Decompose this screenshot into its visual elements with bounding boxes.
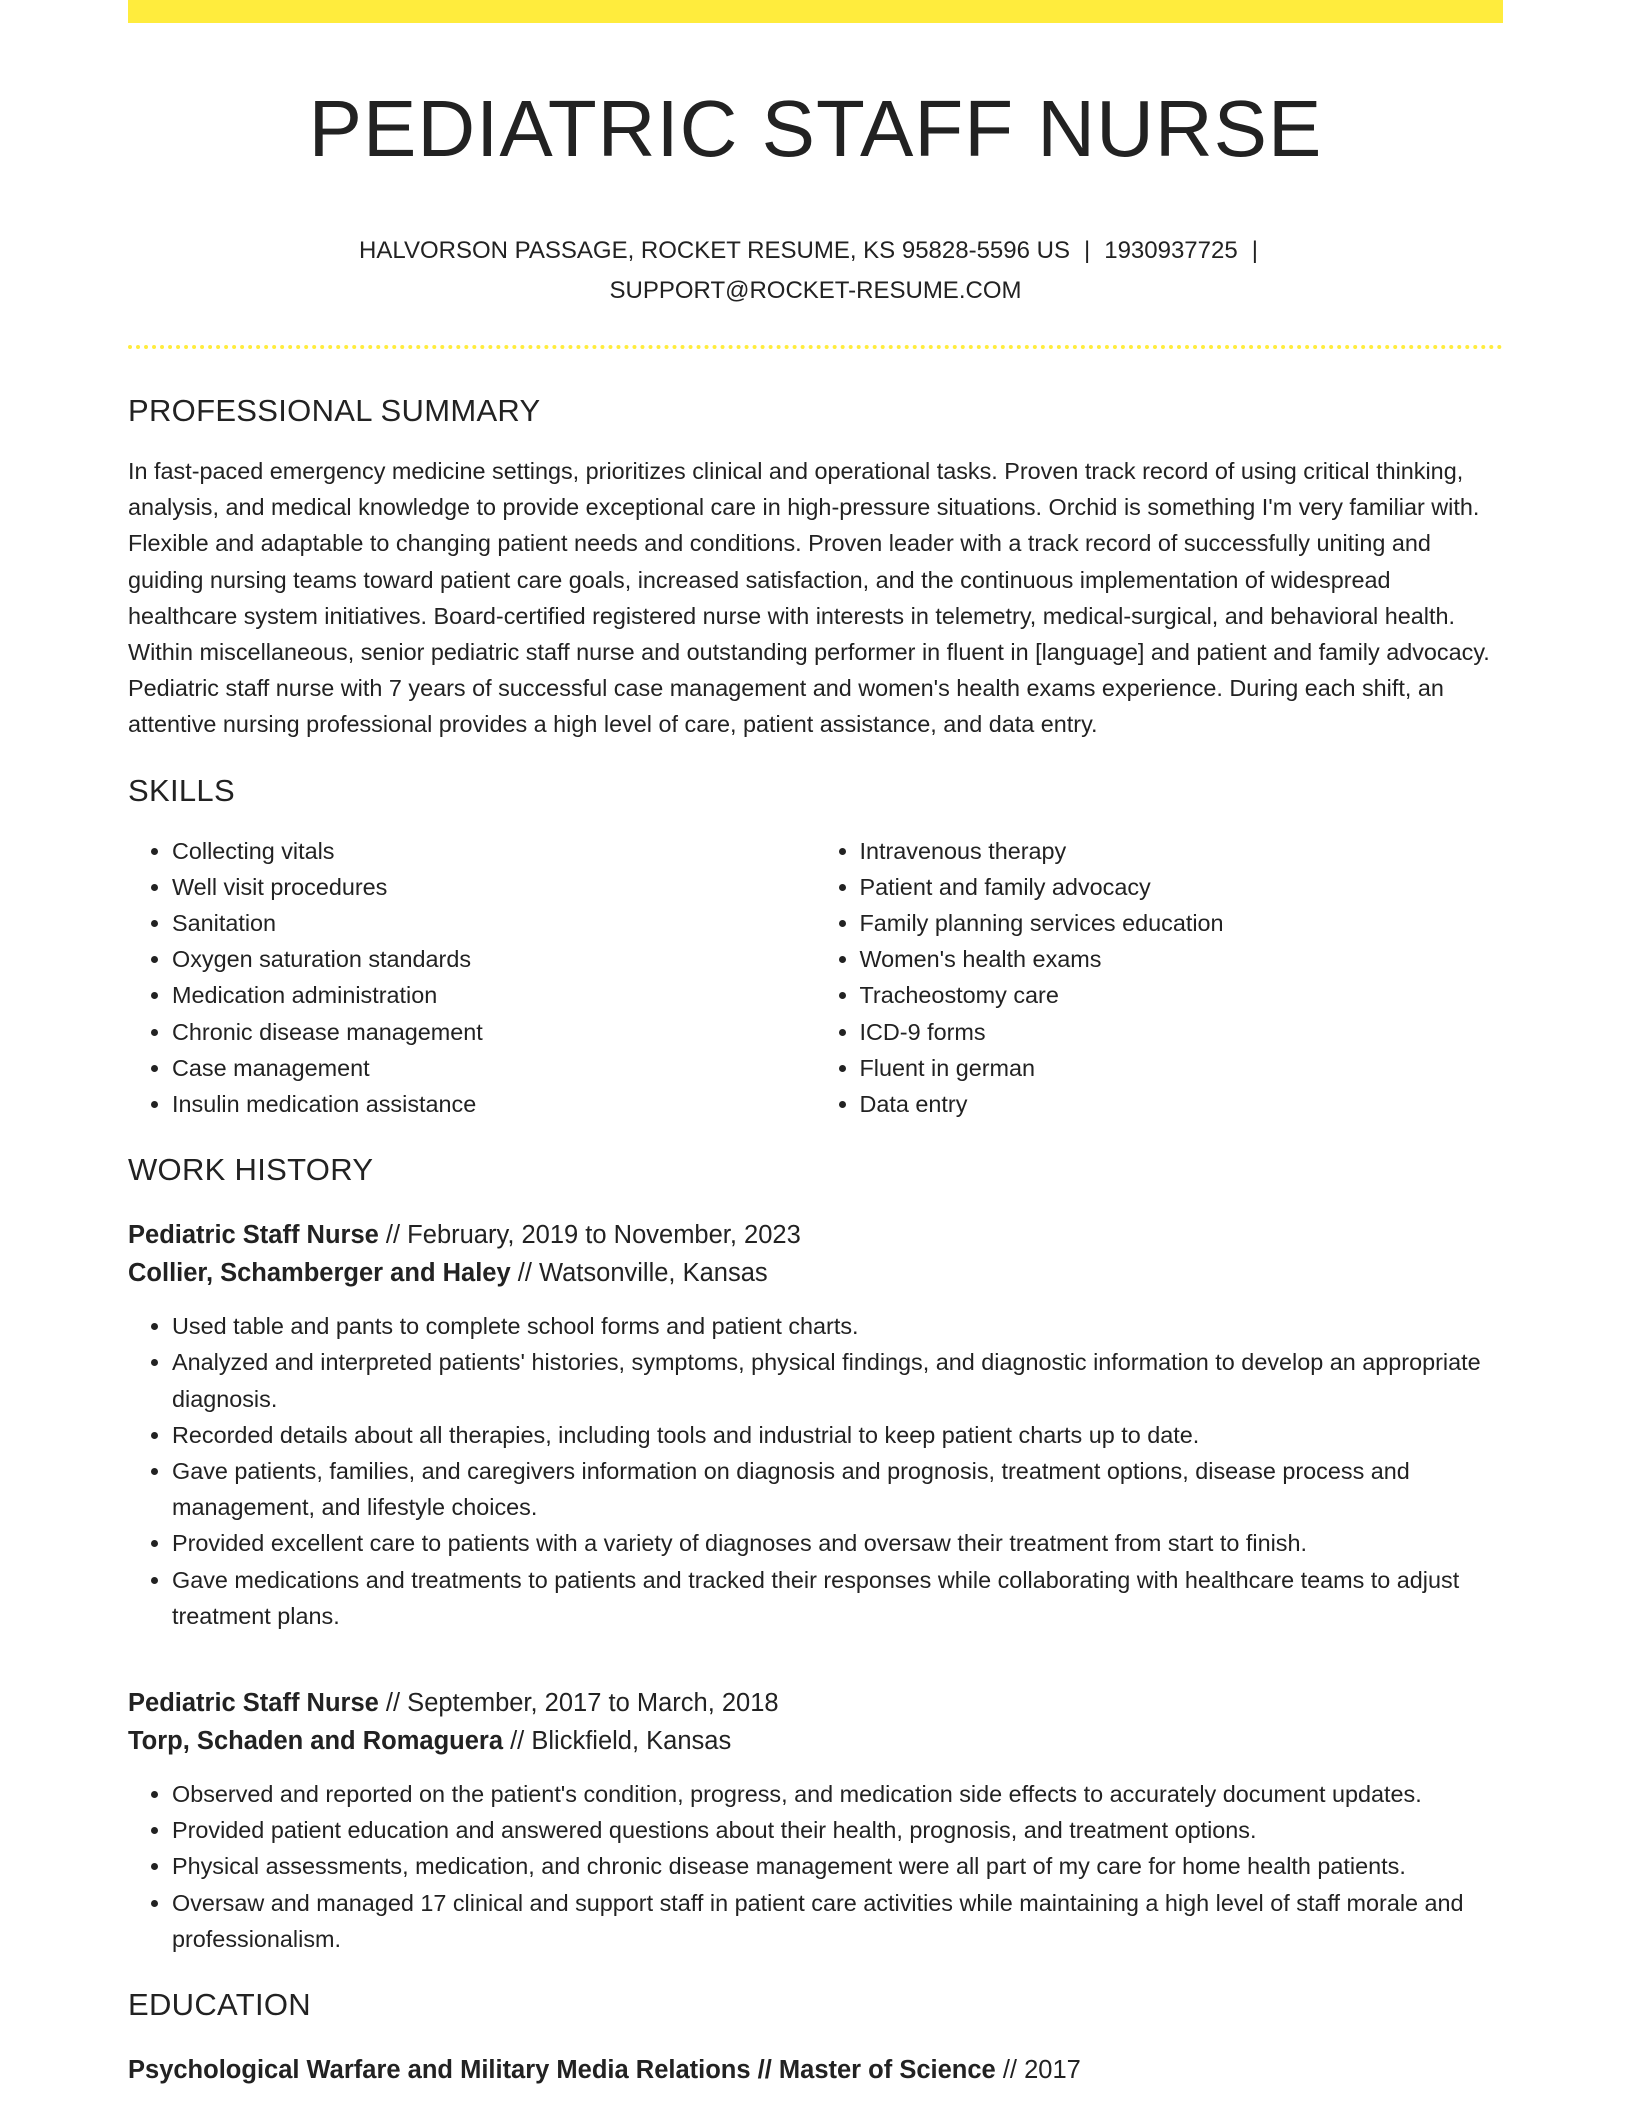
education-degree: Psychological Warfare and Military Media Relations // Master of Science xyxy=(128,2056,996,2085)
summary-heading: PROFESSIONAL SUMMARY xyxy=(128,393,541,428)
job-bullet: • Recorded details about all therapies, including tools and industrial to keep patient charts up to date. xyxy=(172,1417,1503,1453)
job-role: Pediatric Staff Nurse xyxy=(128,1221,379,1250)
resume-page xyxy=(128,0,1503,2089)
skill-item: • Fluent in german xyxy=(860,1050,1504,1086)
skill-item: • Patient and family advocacy xyxy=(860,869,1504,905)
skill-item: • Tracheostomy care xyxy=(860,977,1504,1013)
job-title-line xyxy=(128,1684,1503,1722)
skills-list xyxy=(128,833,1503,1123)
job-bullet: • Used table and pants to complete school forms and patient charts. xyxy=(172,1308,1503,1344)
job-bullet: • Observed and reported on the patient's condition, progress, and medication side effects to accurately document updates. xyxy=(172,1776,1503,1812)
job-bullet: • Analyzed and interpreted patients' histories, symptoms, physical findings, and diagnostic information to develop an appropriate diagnosis. xyxy=(172,1344,1503,1416)
contact-email: SUPPORT@ROCKET-RESUME.COM xyxy=(609,277,1022,304)
job-company-line xyxy=(128,1254,1503,1292)
work-history-heading: WORK HISTORY xyxy=(128,1152,374,1188)
skill-item: • Case management xyxy=(172,1050,816,1086)
job-bullets xyxy=(128,1776,1503,1957)
contact-info xyxy=(128,231,1503,311)
job-bullet: • Gave medications and treatments to patients and tracked their responses while collaborating with healthcare teams to adjust treatment plans. xyxy=(172,1562,1503,1634)
job-title-line xyxy=(128,1216,1503,1254)
skill-item: • Sanitation xyxy=(172,905,816,941)
skill-item: • Women's health exams xyxy=(860,941,1504,977)
skill-item: • Oxygen saturation standards xyxy=(172,941,816,977)
skills-heading: SKILLS xyxy=(128,772,235,808)
contact-separator: | xyxy=(1251,237,1258,264)
job-entry xyxy=(128,1216,1503,1634)
summary-text: In fast-paced emergency medicine settings, prioritizes clinical and operational tasks. Proven track record of using critical thinking, analysis, and medical knowledge to provide exceptional care in high-pressure situations. Orchid is something I'm very familiar with. Flexible and adaptable to changing patient needs and conditions. Proven leader with a track record of successfully uniting and guiding nursing teams toward patient care goals, increased satisfaction, and the continuous implementation of widespread healthcare system initiatives. Board-certified registered nurse with interests in telemetry, medical-surgical, and behavioral health. Within miscellaneous, senior pediatric staff nurse and outstanding performer in fluent in [language] and patient and family advocacy. Pediatric staff nurse with 7 years of successful case management and women's health exams experience. During each shift, an attentive nursing professional provides a high level of care, patient assistance, and data entry. xyxy=(128,458,1490,738)
skill-item: • Insulin medication assistance xyxy=(172,1086,816,1122)
job-bullet: • Gave patients, families, and caregivers information on diagnosis and prognosis, treatment options, disease process and management, and lifestyle choices. xyxy=(172,1453,1503,1525)
skill-item: • Medication administration xyxy=(172,977,816,1013)
skills-column-left xyxy=(128,833,816,1123)
skill-item: • Well visit procedures xyxy=(172,869,816,905)
accent-top-bar xyxy=(128,0,1503,23)
resume-name: PEDIATRIC STAFF NURSE xyxy=(308,84,1323,173)
job-company-line xyxy=(128,1722,1503,1760)
education-entry xyxy=(128,2051,1503,2089)
skill-item: • Family planning services education xyxy=(860,905,1504,941)
job-company: Collier, Schamberger and Haley xyxy=(128,1259,511,1288)
education-heading: EDUCATION xyxy=(128,1987,311,2023)
job-location: // Watsonville, Kansas xyxy=(510,1259,768,1288)
job-bullet: • Oversaw and managed 17 clinical and support staff in patient care activities while maintaining a high level of staff morale and professionalism. xyxy=(172,1885,1503,1957)
contact-phone: 1930937725 xyxy=(1104,237,1238,264)
skill-item: • Intravenous therapy xyxy=(860,833,1504,869)
skill-item: • Data entry xyxy=(860,1086,1504,1122)
skill-item: • Chronic disease management xyxy=(172,1014,816,1050)
job-dates: // September, 2017 to March, 2018 xyxy=(378,1689,779,1718)
skill-item: • ICD-9 forms xyxy=(860,1014,1504,1050)
job-bullet: • Provided patient education and answered questions about their health, prognosis, and treatment options. xyxy=(172,1812,1503,1848)
contact-separator: | xyxy=(1083,237,1091,264)
job-dates: // February, 2019 to November, 2023 xyxy=(378,1221,801,1250)
job-location: // Blickfield, Kansas xyxy=(503,1727,732,1756)
contact-address: HALVORSON PASSAGE, ROCKET RESUME, KS 95828-5596 US xyxy=(359,237,1070,264)
dotted-divider xyxy=(128,345,1503,349)
job-bullet: • Physical assessments, medication, and chronic disease management were all part of my care for home health patients. xyxy=(172,1848,1503,1884)
skills-column-right xyxy=(816,833,1504,1123)
education-year: // 2017 xyxy=(995,2056,1081,2085)
job-entry xyxy=(128,1684,1503,1957)
job-bullet: • Provided excellent care to patients with a variety of diagnoses and oversaw their treatment from start to finish. xyxy=(172,1525,1503,1561)
skill-item: • Collecting vitals xyxy=(172,833,816,869)
job-company: Torp, Schaden and Romaguera xyxy=(128,1727,504,1756)
job-bullets xyxy=(128,1308,1503,1634)
job-role: Pediatric Staff Nurse xyxy=(128,1689,379,1718)
